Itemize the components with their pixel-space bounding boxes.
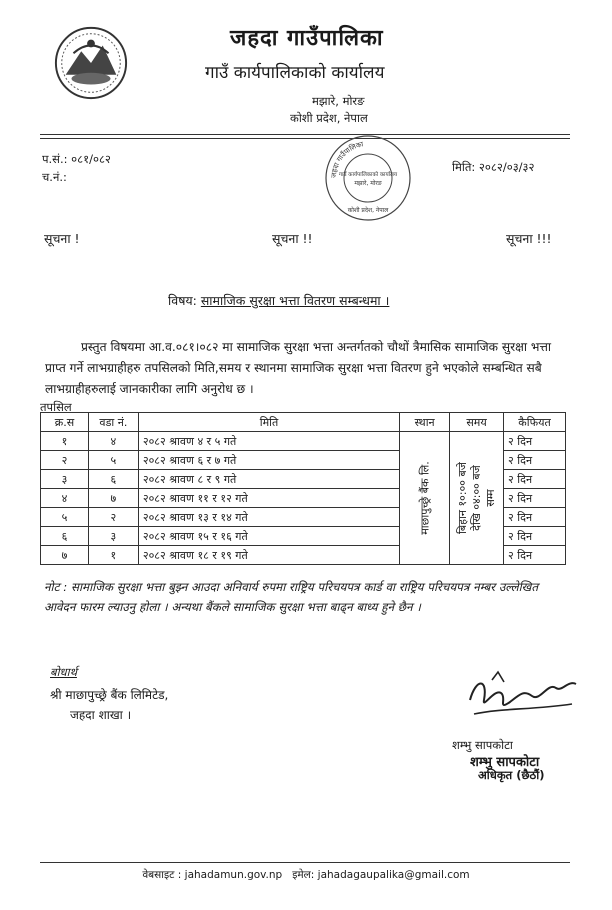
svg-text:कोशी प्रदेश, नेपाल: कोशी प्रदेश, नेपाल bbox=[347, 207, 389, 214]
cell-sn: ५ bbox=[41, 508, 89, 527]
footer-website: वेबसाइट : jahadamun.gov.np bbox=[142, 869, 283, 881]
svg-text:जहदा गाउँपालिका: जहदा गाउँपालिका bbox=[329, 140, 365, 179]
office-title: जहदा गाउँपालिका bbox=[230, 26, 384, 51]
subject-text: सामाजिक सुरक्षा भत्ता वितरण सम्बन्धमा । bbox=[200, 293, 390, 308]
cell-time bbox=[450, 432, 504, 565]
cell-date: २०८२ श्रावण ६ र ७ गते bbox=[138, 451, 399, 470]
notice-label-right: सूचना !!! bbox=[506, 231, 552, 246]
cell-date: २०८२ श्रावण १५ र १६ गते bbox=[138, 527, 399, 546]
handwritten-signature bbox=[462, 660, 582, 730]
cell-sn: ४ bbox=[41, 489, 89, 508]
time-text bbox=[456, 462, 498, 534]
cell-location bbox=[400, 432, 450, 565]
time-line-3: सम्म bbox=[483, 489, 497, 507]
nepal-emblem-logo bbox=[52, 24, 130, 102]
cell-sn: २ bbox=[41, 451, 89, 470]
table-row bbox=[41, 432, 566, 451]
time-line-1: बिहान १०:०० बजे bbox=[455, 462, 469, 534]
note-paragraph: नोट : सामाजिक सुरक्षा भत्ता बुझ्न आउदा अनिवार्य रुपमा राष्ट्रिय परिचयपत्र कार्ड वा राष्ट्रिय परिचयपत्र नम्बर उल्लेखित आवेदन फारम ल्याउनु होला । अन्यथा बैंकले सामाजिक सुरक्षा भत्ता बाढ्न बाध्य हुने छैन । bbox=[44, 580, 539, 614]
time-line-2: देखि ०४:०० बजे bbox=[469, 465, 483, 531]
cell-ward: २ bbox=[88, 508, 138, 527]
cell-date: २०८२ श्रावण १८ र १९ गते bbox=[138, 546, 399, 565]
cell-sn: ७ bbox=[41, 546, 89, 565]
address-line-2: कोशी प्रदेश, नेपाल bbox=[290, 111, 368, 125]
cell-ward: ५ bbox=[88, 451, 138, 470]
cell-ward: ४ bbox=[88, 432, 138, 451]
header-divider bbox=[40, 134, 570, 135]
footer-contact bbox=[0, 868, 612, 882]
body-paragraph: प्रस्तुत विषयमा आ.व.०८१।०८२ मा सामाजिक सुरक्षा भत्ता अन्तर्गतको चौथों त्रैमासिक सामाजिक सुरक्षा भत्ता प्राप्त गर्ने लाभग्राहीहरु तपसिलको मिति,समय र स्थानमा सामाजिक सुरक्षा भत्ता वितरण हुने भएकोले सम्बन्धित सबै लाभग्राहीहरुलाई जानकारीका लागि अनुरोध छ । bbox=[45, 340, 552, 396]
col-header-ward: वडा नं. bbox=[88, 413, 138, 432]
signatory-name-stamp: शम्भु सापकोटा bbox=[470, 755, 540, 770]
cc-label: बोधार्थ bbox=[50, 665, 77, 679]
footer-divider bbox=[40, 862, 570, 863]
cell-date: २०८२ श्रावण ८ र ९ गते bbox=[138, 470, 399, 489]
signatory-name: शम्भु सापकोटा bbox=[452, 738, 513, 752]
cc-recipient-line-1: श्री माछापुच्छ्रे बैंक लिमिटेड, bbox=[50, 688, 169, 702]
office-seal-stamp bbox=[322, 132, 414, 224]
subject-prefix: विषय: bbox=[168, 293, 197, 308]
cell-remark: २ दिन bbox=[504, 470, 566, 489]
col-header-date: मिति bbox=[138, 413, 399, 432]
cell-date: २०८२ श्रावण १३ र १४ गते bbox=[138, 508, 399, 527]
cc-recipient-line-2: जहदा शाखा । bbox=[70, 708, 132, 722]
cell-ward: ७ bbox=[88, 489, 138, 508]
svg-text:गाउँ कार्यपालिकाको कार्यालय: गाउँ कार्यपालिकाको कार्यालय bbox=[338, 172, 398, 178]
cell-sn: ६ bbox=[41, 527, 89, 546]
cell-remark: २ दिन bbox=[504, 527, 566, 546]
header-divider-2 bbox=[40, 138, 570, 139]
cell-remark: २ दिन bbox=[504, 489, 566, 508]
col-header-remark: कैफियत bbox=[504, 413, 566, 432]
cell-remark: २ दिन bbox=[504, 451, 566, 470]
schedule-table bbox=[40, 412, 566, 565]
footer-email: इमेल: jahadagaupalika@gmail.com bbox=[292, 869, 470, 881]
table-header-row bbox=[41, 413, 566, 432]
cell-remark: २ दिन bbox=[504, 508, 566, 527]
dispatch-number: च.नं.: bbox=[42, 170, 67, 184]
cell-sn: १ bbox=[41, 432, 89, 451]
cell-sn: ३ bbox=[41, 470, 89, 489]
address-line-1: मझारे, मोरङ bbox=[312, 94, 365, 108]
location-text: माछापुच्छ्रे बैंक लि. bbox=[418, 461, 432, 535]
cell-ward: १ bbox=[88, 546, 138, 565]
table-caption: तपसिल bbox=[40, 400, 72, 414]
notice-label-left: सूचना ! bbox=[44, 231, 80, 246]
svg-text:मझारे, मोरङ: मझारे, मोरङ bbox=[354, 180, 382, 187]
cell-date: २०८२ श्रावण ४ र ५ गते bbox=[138, 432, 399, 451]
cell-ward: ६ bbox=[88, 470, 138, 489]
cell-remark: २ दिन bbox=[504, 432, 566, 451]
cell-remark: २ दिन bbox=[504, 546, 566, 565]
cell-ward: ३ bbox=[88, 527, 138, 546]
notice-label-center: सूचना !! bbox=[272, 231, 313, 246]
office-subtitle: गाउँ कार्यपालिकाको कार्यालय bbox=[205, 63, 385, 83]
cell-date: २०८२ श्रावण ११ र १२ गते bbox=[138, 489, 399, 508]
subject-line bbox=[168, 292, 389, 309]
letter-date: मिति: २०८२/०३/३२ bbox=[452, 160, 535, 174]
signatory-designation: अधिकृत (छैठौं) bbox=[478, 768, 545, 782]
col-header-location: स्थान bbox=[400, 413, 450, 432]
col-header-sn: क्र.स bbox=[41, 413, 89, 432]
reference-number: प.सं.: ०८१/०८२ bbox=[42, 152, 111, 166]
col-header-time: समय bbox=[450, 413, 504, 432]
